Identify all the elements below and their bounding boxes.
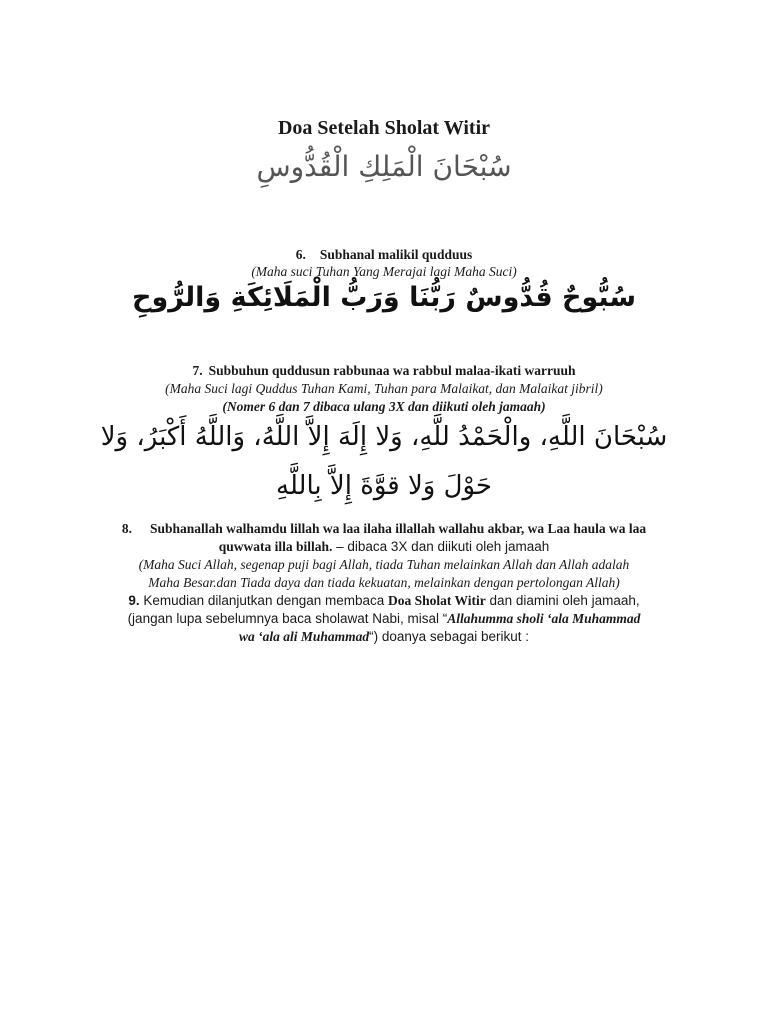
item-7-heading	[0, 362, 768, 379]
item-8-text-line1: Subhanallah walhamdu lillah wa laa ilaha illallah wallahu akbar, wa Laa haula wa laa	[149, 521, 647, 536]
item-9-line3-a: wa ‘ala ali Muhammad	[238, 629, 370, 644]
arabic-text-2: سُبُّوحٌ قُدُّوسٌ رَبُّنَا وَرَبُّ الْمَلَائِكَةِ وَالرُّوحِ	[132, 282, 636, 313]
item-7-number: 7.	[192, 363, 203, 378]
item-7-text: Subbuhun quddusun rabbunaa wa rabbul malaa-ikati warruuh	[208, 363, 576, 378]
arabic-text-4: حَوْلَ وَلا قوَّةَ إِلاَّ بِاللَّهِ	[276, 471, 492, 501]
item-9-text-a: Kemudian dilanjutkan dengan membaca	[139, 593, 389, 608]
item-6-translation: (Maha suci Tuhan Yang Merajai lagi Maha Suci)	[251, 264, 517, 279]
item-9-text-b: dan diamini oleh jamaah,	[485, 593, 640, 608]
item-8-heading	[0, 520, 768, 537]
item-7-translation: (Maha Suci lagi Quddus Tuhan Kami, Tuhan para Malaikat, dan Malaikat jibril)	[165, 381, 603, 396]
item-6-heading	[0, 246, 768, 263]
page-title: Doa Setelah Sholat Witir	[277, 117, 491, 139]
arabic-text-3: سُبْحَانَ اللَّهِ، والْحَمْدُ للَّهِ، وَلا إِلَهَ إِلاَّ اللَّهُ، وَاللَّهُ أَكْبَرُ، وَلا	[100, 422, 668, 452]
item-8-suffix: – dibaca 3X dan diikuti oleh jamaah	[332, 539, 550, 554]
item-9-number: 9.	[128, 593, 140, 608]
item-9-doa: Doa Sholat Witir	[388, 593, 486, 608]
item-8-translation-line2: Maha Besar.dan Tiada daya dan tiada kekuatan, melainkan dengan pertolongan Allah)	[148, 575, 620, 590]
item-9-line3	[0, 628, 768, 645]
item-6-text: Subhanal malikil qudduus	[319, 247, 473, 262]
item-8-line2	[0, 538, 768, 555]
item-8-translation-line1: (Maha Suci Allah, segenap puji bagi Allah, tiada Tuhan melainkan Allah dan Allah adalah	[138, 557, 630, 572]
item-6-number: 6.	[295, 247, 306, 262]
item-8-text-line2: quwwata illa billah.	[218, 539, 333, 554]
arabic-text-1: سُبْحَانَ الْمَلِكِ الْقُدُّوسِ	[256, 150, 512, 183]
item-9-line3-b: “) doanya sebagai berikut :	[369, 629, 529, 644]
item-9-line2	[0, 610, 768, 627]
item-7-note: (Nomer 6 dan 7 dibaca ulang 3X dan diikuti oleh jamaah)	[222, 399, 546, 414]
item-9-line2-a: (jangan lupa sebelumnya baca sholawat Nabi, misal “	[127, 611, 448, 626]
item-8-number: 8.	[121, 521, 132, 536]
item-9-line2-b: Allahumma sholi ‘ala Muhammad	[447, 611, 641, 626]
item-9-line1	[0, 592, 768, 609]
